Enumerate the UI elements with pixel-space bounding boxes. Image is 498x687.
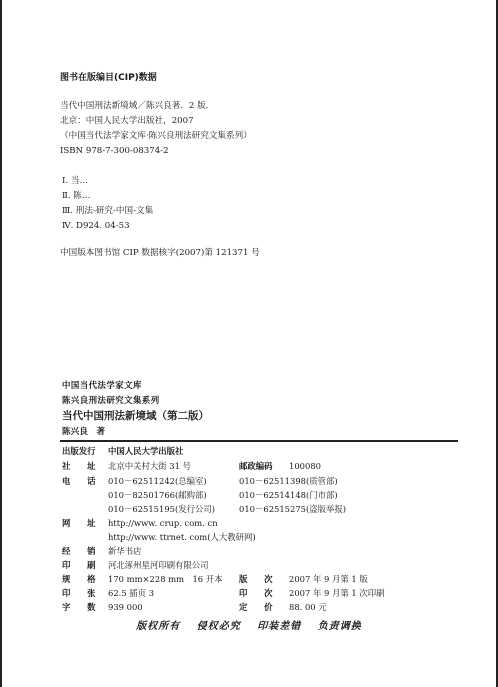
publisher: 中国人民大学出版社 xyxy=(108,446,184,456)
phone: 010－62515195(发行公司) xyxy=(108,504,216,514)
seller: 新华书店 xyxy=(108,546,142,556)
cip-line: 北京：中国人民大学出版社，2007 xyxy=(60,116,194,126)
spec-label: 规 格 xyxy=(62,574,96,584)
spec: 170 mm×228 mm 16 开本 xyxy=(108,574,223,584)
web-url[interactable]: http://www. crup. com. cn xyxy=(108,518,218,528)
words: 939 000 xyxy=(108,602,143,612)
printer: 河北涿州星河印刷有限公司 xyxy=(108,560,209,570)
footer-item: 侵权必究 xyxy=(196,621,241,632)
cip-subject: Ⅱ. 陈… xyxy=(62,191,91,201)
footer-item: 版权所有 xyxy=(136,621,181,632)
footer-item: 负责调换 xyxy=(317,621,362,632)
author: 陈兴良 著 xyxy=(62,427,105,437)
edition-label: 版 次 xyxy=(239,574,273,584)
subseries-name: 陈兴良刑法研究文集系列 xyxy=(62,395,160,405)
phone: 010－62511242(总编室) xyxy=(108,476,207,486)
cip-title: 图书在版编目(CIP)数据 xyxy=(60,73,157,83)
phone: 010－62511398(质管部) xyxy=(239,476,338,486)
web-url[interactable]: http://www. ttrnet. com(人大教研网) xyxy=(108,532,256,542)
cip-isbn: ISBN 978-7-300-08374-2 xyxy=(60,146,169,156)
series-name: 中国当代法学家文库 xyxy=(62,380,142,390)
address-label: 社 址 xyxy=(62,461,96,471)
sheets: 62.5 插页 3 xyxy=(108,588,155,598)
cip-line: 当代中国刑法新境域／陈兴良著．2 版． xyxy=(60,101,215,111)
cip-subject: Ⅰ. 当… xyxy=(62,176,89,186)
seller-label: 经 销 xyxy=(62,546,96,556)
impression: 2007 年 9 月第 1 次印刷 xyxy=(289,588,385,598)
price: 88. 00 元 xyxy=(289,602,327,612)
price-label: 定 价 xyxy=(239,602,273,612)
book-title: 当代中国刑法新境域（第二版） xyxy=(62,410,209,422)
phone: 010－82501766(邮购部) xyxy=(108,490,207,500)
cip-subject: Ⅳ. D924. 04-53 xyxy=(62,221,130,231)
top-rule xyxy=(60,440,458,442)
web-label: 网 址 xyxy=(62,518,96,528)
postcode: 100080 xyxy=(289,461,321,471)
copyright-notice xyxy=(2,617,496,632)
words-label: 字 数 xyxy=(62,602,96,612)
phone: 010－62514148(门市部) xyxy=(239,490,338,500)
cip-core-number: 中国版本图书馆 CIP 数据核字(2007)第 121371 号 xyxy=(60,248,260,258)
phone-label: 电 话 xyxy=(62,476,96,486)
phone: 010－62515275(盗版举报) xyxy=(239,504,347,514)
impression-label: 印 次 xyxy=(239,588,273,598)
publisher-label: 出版发行 xyxy=(62,446,96,456)
edition: 2007 年 9 月第 1 版 xyxy=(289,574,368,584)
address: 北京中关村大街 31 号 xyxy=(108,461,191,471)
cip-subject: Ⅲ. 刑法-研究-中国-文集 xyxy=(62,206,154,216)
printer-label: 印 刷 xyxy=(62,560,96,570)
postcode-label: 邮政编码 xyxy=(239,461,273,471)
footer-item: 印装差错 xyxy=(257,621,302,632)
sheets-label: 印 张 xyxy=(62,588,96,598)
cip-line: （中国当代法学家文库·陈兴良刑法研究文集系列） xyxy=(60,131,252,141)
